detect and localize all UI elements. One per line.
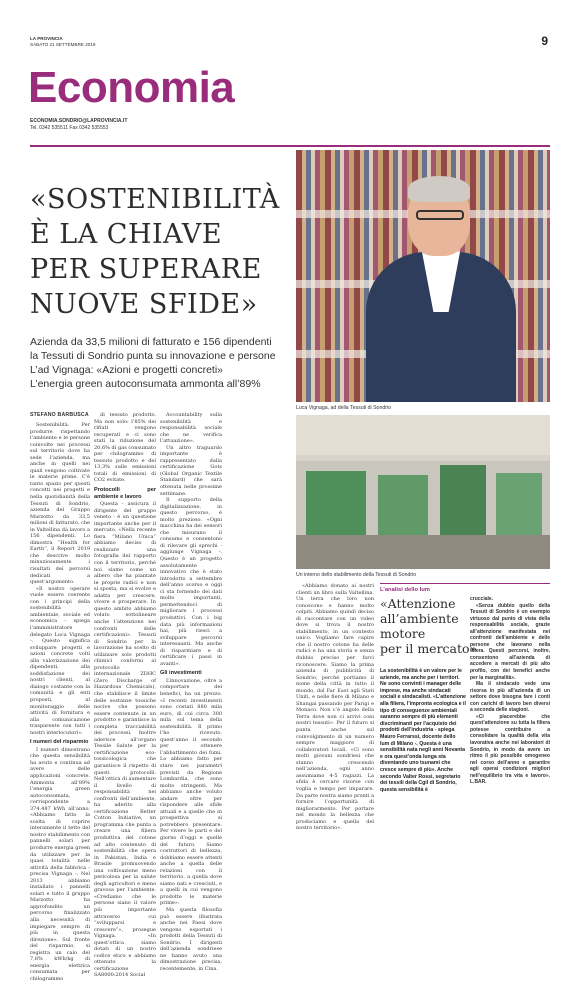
- sidebar-column-2: [470, 596, 550, 832]
- article-column-1: [30, 422, 90, 982]
- paragraph: Sostenibilità. Per produrre rispettando l’ambiente e le persone coinvolte nei processi sul territorio dove ha sede l’azienda, ma anche in quelli nei quali vengono coltivate le materie prime. C’è tanto spazio per questi concetti nei progetti e nella quotidianità della Tessuti di Sondrio, azienda del Gruppo Marzotto da 33,5 milioni di fatturato, che in Valtellina dà lavoro a 156 dipendenti. Lo dimostra “Health for Earth”, il Report 2019 che descrive molto minuziosamente i risultati dei percorsi dedicati a quest’argomento.: [30, 422, 90, 586]
- headline-line: NUOVE SFIDE»: [30, 289, 258, 320]
- portrait-photo: [296, 150, 550, 402]
- factory-floor: [296, 535, 550, 569]
- deck-line: Azienda da 33,5 milioni di fatturato e 156 dipendenti: [30, 336, 272, 348]
- article-column-2: [94, 412, 156, 979]
- sidebar-lead: La sostenibilità è un valore per le aziende, ma anche per i territori. Ne sono convinti i manager delle imprese, ma anche sindacati sociali e sindacalisti. «L’attenzione alla filiera, l’impronta ecologica e il tipo di conseguenze ambientali saranno sempre di più elementi discriminanti per l’acquisto dei prodotti dell’industria - spiega Mauro Ferrarssi, docente dello Ium di Milano -. Questa è una sensibilità nata negli anni Novanta e ora quest’onda lunga sta diventando uno tsunami che cresce sempre di più». Anche secondo Valter Rossi, segretario dei tessili della Cgil di Sondrio, questa sensibilità è: [380, 668, 466, 793]
- paragraph: Un altro traguardo importante è rappresentato dalla certificazione Gots (Global Organic Textile Standard) che sarà ottenuta nelle prossime settimane.: [160, 444, 222, 497]
- headline-line: PER SUPERARE: [30, 254, 262, 285]
- subheading: Gli investimenti: [160, 670, 202, 677]
- sidebar-rule: [380, 583, 550, 584]
- paragraph: Ma questa filosofia può essere illustrata anche nei Paesi dove vengono esportati i prodotti della Tessuti di Sondrio. I dirigenti dell’azienda sondriese ne hanno avuto una dimostrazione precisa, recentemente, in Cina.: [160, 907, 222, 972]
- loom-machine: [440, 465, 486, 537]
- sidebar-title-line: per il mercato»: [380, 641, 478, 656]
- masthead: [30, 36, 95, 48]
- loom-machine: [378, 475, 428, 537]
- deck: [30, 335, 290, 391]
- sidebar-label: L’analisi dello Ium: [380, 587, 430, 593]
- loom-machine: [306, 471, 366, 537]
- headline: [30, 182, 280, 322]
- article-column-4: [226, 412, 290, 832]
- paragraph: «Ci piacerebbe che quest’attenzione su tutta la filiera potesse contribuire a consolidare la qualità della vita lavorativa anche nei laboratori di Sondrio, in modo da avere un ritmo il più possibile omogeneo nel corso dell’anno e garantire agli operai condizioni migliori nell’equilibrio tra vita e lavoro». L.BAR.: [470, 713, 550, 786]
- paragraph: L’innovazione, oltre a comportare dei benefici, ha un prezzo. «I recenti investimenti sono costati 880 mila euro, di cui circa 300 mila sul tema della sostenibilità. Il primo l’ho ricevuto, quest’anno il secondo per ottenere l’abbattimento dei fumi. Lo abbiamo fatto per stare nei parametri previsti da Regione Lombardia, che sono molto stringenti. Ma abbiamo anche voluto andare oltre per rispondere alle sfide attuali e a quelle che in prospettiva si potrebbero presentare. Per vivere le parti e del giorno d’oggi e quelle del futuro. Siamo costruttori di bellezza, dobbiamo essere attenti anche a quella delle relazioni con il territorio, a quella dove siamo nati e cresciuti, e a quelli in cui vengono prodotte le materie prime».: [160, 677, 222, 907]
- person-figure: [366, 180, 516, 402]
- paragraph: crucciale.: [470, 596, 494, 602]
- factory-wall: [296, 415, 550, 455]
- paragraph: Ma il sindacato vede una risorsa in più all’azienda di un settore dove bisogna fare i conti con carichi di lavoro ben diversi a seconda delle stagioni.: [470, 681, 550, 714]
- page-number: 9: [541, 34, 548, 48]
- factory-beam: [296, 455, 550, 461]
- deck-line: L’energia green autoconsumata ammonta all’89%: [30, 378, 261, 390]
- article-column-4b: [296, 583, 374, 833]
- portrait-caption: Luca Vignaga, ad della Tessuti di Sondrio: [296, 405, 391, 411]
- paragraph: «Abbiamo donato ai nostri clienti un libro sulla Valtellina. Un terra che loro non conoscono e hanno molto colpiti. Abbiamo quindi deciso di raccontare con un video dove si trova il nostro stabilimento, in un contesto unico. Vogliamo fare capire che il nostro cotone ha delle radici e ha una storia e senza dubbio preciso per farci riconoscere. Siamo la prima azienda di pubblicità di Sondrio, perché portiamo il nome della città in tutto il mondo, dal Far East agli Stati Uniti, e nelle fiere di Milano e Shangai passando per Parigi e Monaco. Non c’è angolo della Terra dove non ci arrivi coni nostri tessuti». Per il futuro si punta anche sul coinvolgimento di un numero sempre maggiore di collaboratori locali. «Ci sono molti giovani sondriesi che stanno crescendo nell’azienda, ogni anno assumiamo 4-5 ragazzi. La sfida è cercare risorse con voglia e tempo per imparare. Da parte nostra siamo pronti a fornire l’opportunità di migliorarmento. Per portare nel mondo la bellezza che produciamo e quella del nostro territorio».: [296, 583, 374, 832]
- sidebar-title-line: motore: [380, 626, 426, 641]
- paragraph: I numeri dimostrano che questa sensibilità ha avuto e continua ad avere delle applicazioni concrete. Ammonta all’89% l’energia green autoconsumata, corrispondente a 374.487 kWh all’anno. «Abbiamo fatto la scelta di coprire interamente il tetto del nostro stabilimento con pannelli solari per produrre energia green da utilizzare per la quasi totalità nelle attività della fabbrica - precisa Vignaga -. Nel 2013 abbiamo installato i pannelli solari e tutto il gruppo Marzotto ha approfondito un percorso finalizzato alla necessità di impiegare sempre di più in questa direzione». Sul fronte del risparmio, si registra un calo del 7,8% kWh/kg di energia elettrica consumata per chilogrammo: [30, 746, 90, 982]
- deck-line: la Tessuti di Sondrio punta su innovazione e persone: [30, 350, 276, 362]
- section-rule: [30, 145, 550, 147]
- newspaper-name: LA PROVINCIA: [30, 36, 63, 41]
- paragraph: «Il nostro operare vuole essere coerente con i principi della sostenibilità ambientale, sociale ed economica - spiega l’amministratore delegato Luca Vignaga -. Questo significa sviluppare progetti e azioni concrete volti alla valorizzazione dei dipendenti, alla soddisfazione dei nostri clienti, al dialogo costante con la comunità e gli enti proposti, al monitoraggio delle attività di fornitura e alla comunicazione trasparente con tutti i nostri interlocutori».: [30, 585, 90, 736]
- factory-caption: Un interno dello stabilimento della Tessuti di Sondrio: [296, 572, 417, 578]
- hair: [408, 176, 470, 202]
- paragraph: Questa - assicura il dirigente del gruppo veneto - è un questione importante anche per il mercato. «Nella recente fiera “Milano Unica” abbiamo deciso di realizzare una fotografia del rapporto con il territorio, perché noi siamo come un albero che ha piantate le proprie radici e non si sposta, ma si evolve e adatta per crescere, vivere e prosperare. In questo ambito abbiamo voluto sottolineare anche l’attenzione nei confronti delle certificazioni». Tessuti di Sondrio per la lavorazione ha scelto di utilizzare solo prodotti chimici conformi al protocollo internazionale ZDHC (Zero Discharge of Hazardous Chemicals), che stabilisce il limite delle sostanze tossiche nocive che possono essere contenute in un prodotto e garantisce la completa tracciabilità dei processi. Inoltre aderisce all’organo Tessile Salute per la certificazione eco-tossicologica che garantisce il rispetto di questi protocolli. Nell’ottica di aumentare il livello di responsabilità nei confronti dell’ambiente, ha aderito alla certificazione Better Cotton Initiative, un programma che punta a creare una filiera produttiva del cotone ad alto contenuto di sostenibilità che opera in Pakistan, India e Brasile promuovendo una coltivazione meno pericolosa per la salute degli agricoltori e meno gravosa per l’ambiente. «Crediamo che le persone siano il valore più importante attraverso cui “svilupparsi e crescere”», prosegue Vignaga. «In quest’ottica siamo dotati di un nostro codice etico e abbiamo ottenuto la certificazione SA8000:2014 Social: [94, 501, 156, 979]
- sidebar-title: [380, 596, 478, 656]
- factory-photo: [296, 415, 550, 569]
- sidebar-title-line: all’ambiente: [380, 611, 459, 626]
- paragraph: «Senza dubbio quello della Tessuti di Sondrio è un esempio virtuoso dal punto di vista della responsabilità sociale, grazie all’attenzione manifestata nei confronti dell’ambiente e delle persone che lavorano nella filiera. Questi percorsi, inoltre, consentono all’azienda di accedere a mercati di più alto profilo, con dei benefici anche per la marginalità».: [470, 602, 550, 681]
- headline-line: «SOSTENIBILITÀ: [30, 184, 280, 215]
- section-title: Economia: [28, 63, 235, 112]
- glasses: [416, 210, 464, 220]
- loom-machine: [496, 473, 542, 537]
- section-phone: Tel. 0342 535511 Fax 0342 535553: [30, 125, 109, 131]
- article-column-3: [160, 412, 222, 972]
- section-contacts: [30, 118, 127, 132]
- paragraph: Il supporto della digitalizzazione, in questo percorso, è molto prezioso. «Ogni macchina ha dei sensori che misurano il consumo e consentono di rilevare gli sprechi - aggiunge Vignaga -. Questo è un progetto assolutamente innovativo che è stato introdotto a settembre dell’anno scorso e oggi ci sta fornendo dei dati molto importanti, permettendoci di migliorare i processi produttivi. Con i big data più informazioni hai, più riesci a sviluppare percorsi interessanti. Ma anche di risparmiare e di certificare i passi in avanti».: [160, 497, 222, 667]
- subheading: Protocolli per ambiente e lavoro: [94, 487, 156, 500]
- deck-line: L’ad Vignaga: «Azioni e progetti concreti»: [30, 364, 224, 376]
- headline-line: È LA CHIAVE: [30, 219, 223, 250]
- sidebar-title-line: «Attenzione: [380, 596, 456, 611]
- paragraph: di tessuto prodotto. Ma non solo: l’85% dei rifiuti vengono recuperati e ci sono stati la riduzione del 20,6% di gas consumato per chilogrammo di tessuto prodotto e del 13,3% sulle emissioni totali di emissioni di CO2 evitate.: [94, 412, 156, 484]
- issue-date: SABATO 21 SETTEMBRE 2019: [30, 42, 96, 47]
- section-email[interactable]: ECONOMIA.SONDRIO@LAPROVINCIA.IT: [30, 118, 128, 124]
- paragraph: Accountability sulla sostenibilità e responsabilità sociale che ne verifica l’attuazione».: [160, 412, 222, 445]
- subheading: I numeri del risparmio: [30, 739, 89, 746]
- byline: STEFANO BARBUSCA: [30, 412, 89, 418]
